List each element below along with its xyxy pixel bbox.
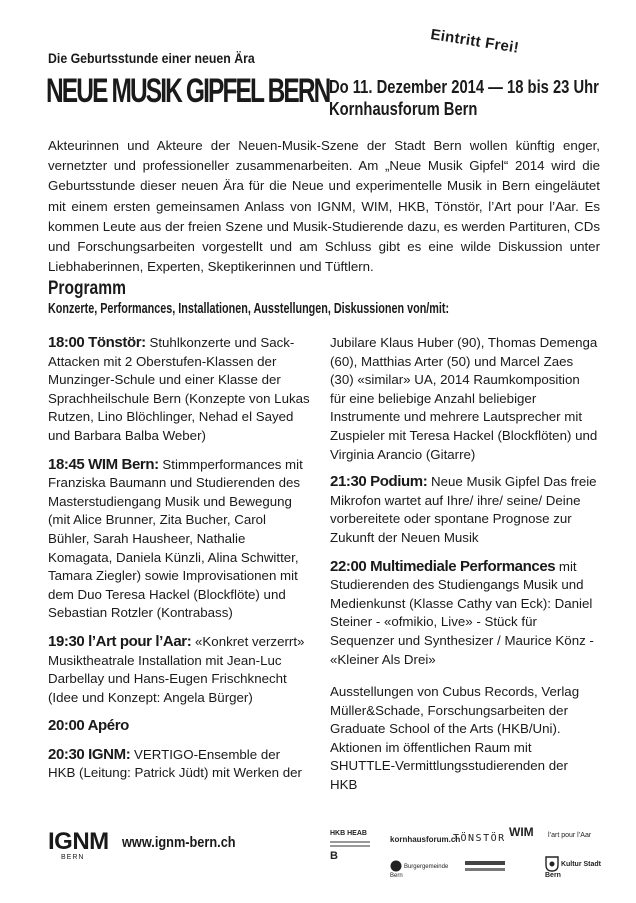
entry-text: Stimmperformances mit Franziska Baumann und Studierenden des Masterstudiengang Musik und Bewegung (mit Alice Brunner, Zita Bucher, Carol Bühler, Sarah Hausheer, Nathalie Komagata, Daniela Künzli, Alina Schwitter, Tamara Ziegler) sowie Improvisationen mit dem Duo Teresa Hackel (Blockflöte) und Sebastian Rotzler (Kontrabass) xyxy=(48,456,303,621)
burgergemeinde-logo-text: Burgergemeinde Bern xyxy=(390,863,449,879)
kornhausforum-logo: kornhausforum.ch xyxy=(390,835,461,844)
program-entry-continued: Jubilare Klaus Huber (90), Thomas Demenga (60), Matthias Arter (50) und Marcel Zaes (30) «similar» UA, 2014 Raumkomposition für eine beliebige Anzahl beliebiger Instrumente und mehrere Lautsprecher mit Zuspieler mit Teresa Hackel (Blockflöten) und Virginia Arancio (Gitarre) xyxy=(330,335,598,462)
program-entry xyxy=(48,334,310,446)
ignm-logo-text: IGNM xyxy=(48,828,109,855)
art-pour-aar-logo: l’art pour l’Aar xyxy=(548,832,592,839)
entry-text: Neue Musik Gipfel Das freie Mikrofon wartet auf Ihre/ ihre/ seine/ Deine vorbereitete oder spontane Prognose zur Zukunft der Neuen Musik xyxy=(330,474,597,545)
wim-logo: WIM xyxy=(509,825,534,839)
entry-title: 18:00 Tönstör: xyxy=(48,334,146,351)
exhibition-note: Ausstellungen von Cubus Records, Verlag Müller&Schade, Forschungsarbeiten der Graduate School of the Arts (HKB/Uni). Aktionen im öffentlichen Raum mit SHUTTLE-Vermittlungsstudierenden der HKB xyxy=(330,684,580,793)
kultur-stadt-bern-text: Kultur Stadt Bern xyxy=(545,860,602,879)
entry-title: 21:30 Podium: xyxy=(330,473,428,491)
free-entry-stamp: Eintritt Frei! xyxy=(429,26,521,57)
program-entry xyxy=(48,456,310,623)
program-entry xyxy=(330,558,598,670)
burgergemeinde-logo xyxy=(390,860,450,880)
partner-logo-bar xyxy=(465,861,505,871)
hkb-logo: HKB HEAB B xyxy=(330,830,380,862)
hkb-logo-text: HKB HEAB xyxy=(330,830,367,837)
program-heading: Programm xyxy=(48,278,126,299)
entry-text: «Konkret verzerrt» Musiktheatrale Installation mit Jean-Luc Darbellay und Hans-Eugen Frischknecht (Idee und Konzept: Angela Bürger) xyxy=(48,633,305,705)
kicker-text: Die Geburtsstunde einer neuen Ära xyxy=(48,50,255,66)
event-dateline xyxy=(329,76,599,120)
entry-title: 20:30 IGNM: xyxy=(48,745,131,763)
entry-text: mit Studierenden des Studiengangs Musik und Medienkunst (Klasse Cathy van Eck): Daniel Steiner - «ofmikio, Live» - Stück für Sequenzer und Synthesizer / Maurice Könz - «Kleiner Als Drei» xyxy=(330,558,594,667)
website-link[interactable]: www.ignm-bern.ch xyxy=(122,834,236,851)
intro-paragraph: Akteurinnen und Akteure der Neuen-Musik-Szene der Stadt Bern wollen künftig enger, vernetzter und professioneller zusammenarbeiten. Am „Neue Musik Gipfel“ 2014 wird die Geburtsstunde dieser neuen Ära für die Neue und experimentelle Musik in Bern eingeläutet mit einem ersten gemeinsamen Anlass von IGNM, WIM, HKB, Tönstör, l’Art pour l’Aar. Es kommen Leute aus der freien Szene und Musik-Studierende dazu, es werden Partituren, CDs und Forschungsarbeiten vorgestellt und am Schluss gibt es eine wilde Diskussion unter Liebhaberinnen, Experten, Skeptikerinnen und Tüftlern. xyxy=(48,138,600,275)
program-column-left xyxy=(48,334,310,793)
entry-text: VERTIGO-Ensemble der HKB (Leitung: Patrick Jüdt) mit Werken der xyxy=(48,746,302,781)
bear-emblem-icon xyxy=(390,860,402,872)
program-subheading: Konzerte, Performances, Installationen, Ausstellungen, Diskussionen von/mit: xyxy=(48,300,450,317)
program-entry xyxy=(48,633,310,707)
page-title: NEUE MUSIK GIPFEL BERN xyxy=(46,72,330,110)
kultur-stadt-bern-logo xyxy=(545,856,605,880)
program-entry xyxy=(48,746,310,783)
ignm-logo xyxy=(48,830,109,861)
event-venue: Kornhausforum Bern xyxy=(329,99,478,119)
entry-title: 20:00 Apéro xyxy=(48,717,129,735)
entry-title: 18:45 WIM Bern: xyxy=(48,455,159,473)
program-entry xyxy=(48,717,310,736)
program-column-right xyxy=(330,334,598,805)
tonstor-logo: TÖNSTÖR xyxy=(453,833,506,844)
bern-crest-icon xyxy=(545,856,559,872)
entry-title: 22:00 Multimediale Performances xyxy=(330,557,556,575)
event-date: Do 11. Dezember 2014 — 18 bis 23 Uhr xyxy=(329,77,599,97)
program-entry xyxy=(330,473,598,547)
entry-title: 19:30 l’Art pour l’Aar: xyxy=(48,632,192,650)
ignm-logo-subtext: BERN xyxy=(61,854,85,861)
entry-text: Stuhlkonzerte und Sack-Attacken mit 2 Oberstufen-Klassen der Munzinger-Schule und einer Klasse der Sprachheilschule Bern (Konzepte von Lukas Rutzen, Lino Blöchlinger, Nehad el Sayed und Barbara Balba Weber) xyxy=(48,335,310,443)
